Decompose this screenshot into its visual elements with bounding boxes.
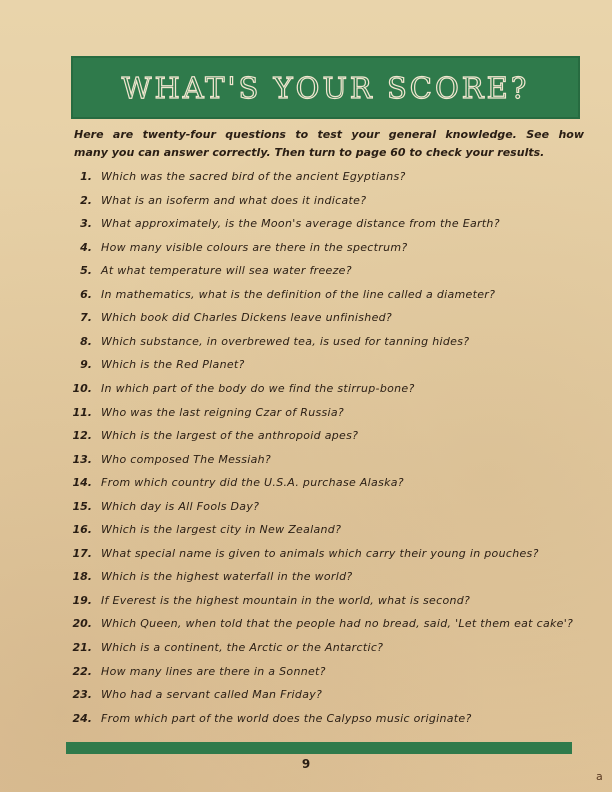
question-text: What is an isoferm and what does it indicate? (101, 193, 367, 207)
question-text: Who composed The Messiah? (101, 452, 272, 466)
question-text: Who had a servant called Man Friday? (101, 688, 323, 702)
question-text: Which is the largest of the anthropoid apes? (101, 429, 359, 443)
question-text: Which was the sacred bird of the ancient Egyptians? (101, 170, 406, 183)
question-number: 12. (72, 429, 92, 443)
question-row (0, 382, 612, 402)
question-text: From which part of the world does the Calypso music originate? (101, 711, 472, 725)
question-row (0, 358, 612, 378)
question-text: If Everest is the highest mountain in the world, what is second? (101, 593, 471, 607)
question-text: From which country did the U.S.A. purchase Alaska? (101, 476, 404, 490)
question-row (0, 641, 612, 661)
question-number: 7. (80, 311, 92, 325)
question-number: 14. (72, 476, 92, 490)
question-text: Which substance, in overbrewed tea, is used for tanning hides? (101, 334, 470, 348)
question-row (0, 617, 612, 637)
question-number: 6. (80, 287, 92, 301)
question-number: 24. (72, 711, 92, 725)
question-text: At what temperature will sea water freeze? (101, 264, 352, 278)
question-number: 9. (80, 358, 92, 372)
intro-paragraph (74, 126, 584, 162)
question-number: 17. (72, 546, 92, 560)
question-text: How many lines are there in a Sonnet? (101, 664, 326, 678)
footer-bar (66, 742, 572, 754)
question-number: 21. (72, 641, 92, 654)
question-text: In mathematics, what is the definition of the line called a diameter? (101, 287, 496, 301)
question-text: What approximately, is the Moon's average distance from the Earth? (101, 217, 500, 231)
page-number: 9 (301, 757, 311, 771)
question-row (0, 170, 612, 190)
question-text: How many visible colours are there in the spectrum? (101, 240, 408, 254)
intro-line-1: Here are twenty-four questions to test your general knowledge. See how (74, 128, 584, 141)
question-text: Which is the Red Planet? (101, 358, 245, 372)
question-text: Which Queen, when told that the people had no bread, said, 'Let them eat cake'? (101, 617, 574, 631)
question-row (0, 429, 612, 449)
question-row (0, 476, 612, 496)
question-number: 4. (80, 240, 92, 254)
question-number: 22. (72, 664, 92, 678)
question-row (0, 500, 612, 520)
question-row (0, 453, 612, 473)
question-text: Which is a continent, the Arctic or the Antarctic? (101, 641, 384, 654)
question-number: 20. (72, 617, 92, 631)
question-number: 16. (72, 523, 92, 537)
question-row (0, 311, 612, 331)
question-number: 19. (72, 593, 92, 607)
question-number: 11. (72, 405, 92, 419)
question-number: 3. (80, 217, 92, 231)
question-text: Which is the highest waterfall in the world? (101, 570, 353, 584)
question-number: 8. (80, 334, 92, 348)
question-text: Who was the last reigning Czar of Russia? (101, 405, 345, 419)
question-row (0, 594, 612, 614)
question-row (0, 335, 612, 355)
page-title: WHAT'S YOUR SCORE? (121, 70, 530, 105)
question-number: 1. (80, 170, 92, 183)
question-number: 13. (72, 452, 92, 466)
question-row (0, 547, 612, 567)
question-number: 5. (80, 264, 92, 278)
title-banner (71, 56, 580, 119)
question-row (0, 665, 612, 685)
question-text: Which book did Charles Dickens leave unfinished? (101, 311, 393, 325)
question-number: 18. (72, 570, 92, 584)
question-row (0, 523, 612, 543)
question-row (0, 712, 612, 732)
question-row (0, 194, 612, 214)
question-number: 10. (72, 381, 92, 395)
question-text: In which part of the body do we find the stirrup-bone? (101, 381, 415, 395)
question-row (0, 241, 612, 261)
question-number: 2. (80, 193, 92, 207)
question-text: What special name is given to animals which carry their young in pouches? (101, 546, 539, 560)
question-row (0, 264, 612, 284)
question-row (0, 288, 612, 308)
question-text: Which day is All Fools Day? (101, 499, 260, 513)
question-row (0, 406, 612, 426)
question-text: Which is the largest city in New Zealand? (101, 523, 342, 537)
question-row (0, 688, 612, 708)
question-number: 15. (72, 499, 92, 513)
question-row (0, 570, 612, 590)
intro-line-2: many you can answer correctly. Then turn to page 60 to check your results. (74, 146, 545, 159)
question-row (0, 217, 612, 237)
corner-mark: a (596, 770, 603, 783)
question-number: 23. (72, 688, 92, 702)
